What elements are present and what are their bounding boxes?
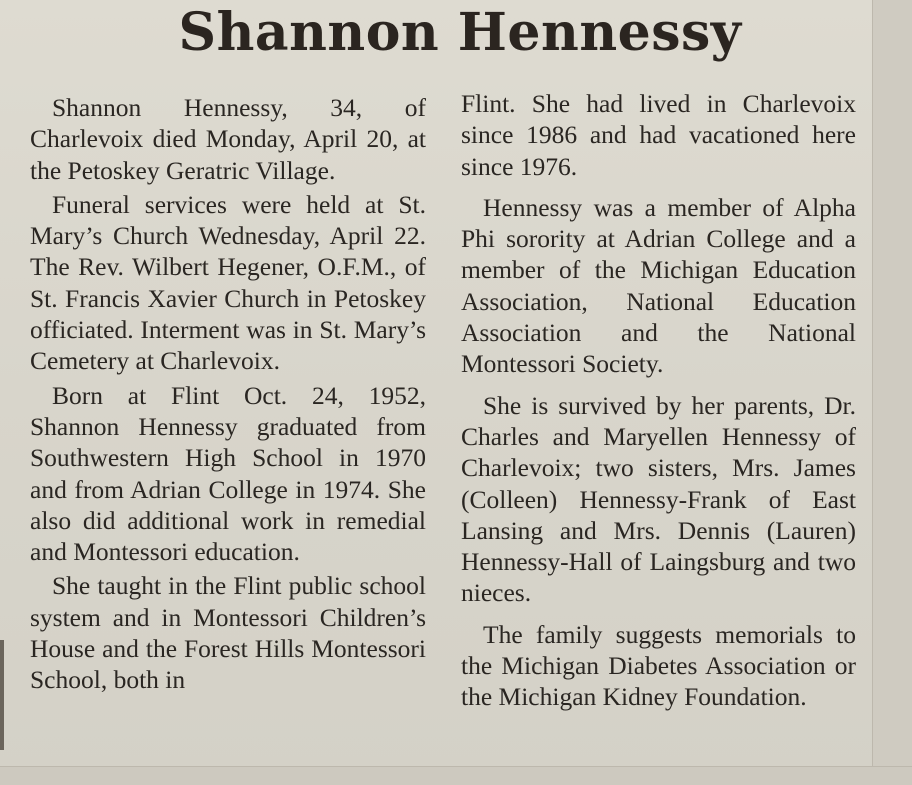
obituary-headline: Shannon Hennessy xyxy=(178,2,742,63)
paragraph-memorials: The family suggests memorials to the Michigan Diabetes Association or the Michigan Kidney Foundation. xyxy=(461,619,856,712)
paragraph-biography: Born at Flint Oct. 24, 1952, Shannon Hennessy graduated from Southwestern High School in 1970 and from Adrian College in 1974. She also did additional work in remedial and Montessori education. xyxy=(30,380,426,567)
left-column xyxy=(30,92,426,699)
paragraph-survivors: She is survived by her parents, Dr. Charles and Maryellen Hennessy of Charlevoix; two sisters, Mrs. James (Colleen) Hennessy-Frank of East Lansing and Mrs. Dennis (Lauren) Hennessy-Hall of Laingsburg and two nieces. xyxy=(461,390,856,608)
paragraph-funeral: Funeral services were held at St. Mary’s Church Wednesday, April 22. The Rev. Wilbert Hegener, O.F.M., of St. Francis Xavier Church in Petoskey officiated. Interment was in St. Mary’s Cemetery at Charlevoix. xyxy=(30,189,426,376)
adjacent-article-edge xyxy=(0,766,912,785)
paragraph-career-continued: Flint. She had lived in Charlevoix since 1986 and had vacationed here since 1976. xyxy=(461,89,856,181)
adjacent-column-edge xyxy=(872,0,912,784)
paragraph-death-notice: Shannon Hennessy, 34, of Charlevoix died Monday, April 20, at the Petoskey Geratric Village. xyxy=(30,93,426,185)
page-edge-mark xyxy=(0,640,4,750)
paragraph-memberships: Hennessy was a member of Alpha Phi sorority at Adrian College and a member of the Michigan Education Association, National Education Association and the National Montessori Society. xyxy=(461,192,856,379)
right-column xyxy=(461,88,856,723)
paragraph-career: She taught in the Flint public school system and in Montessori Children’s House and the Forest Hills Montessori School, both in xyxy=(30,571,426,695)
